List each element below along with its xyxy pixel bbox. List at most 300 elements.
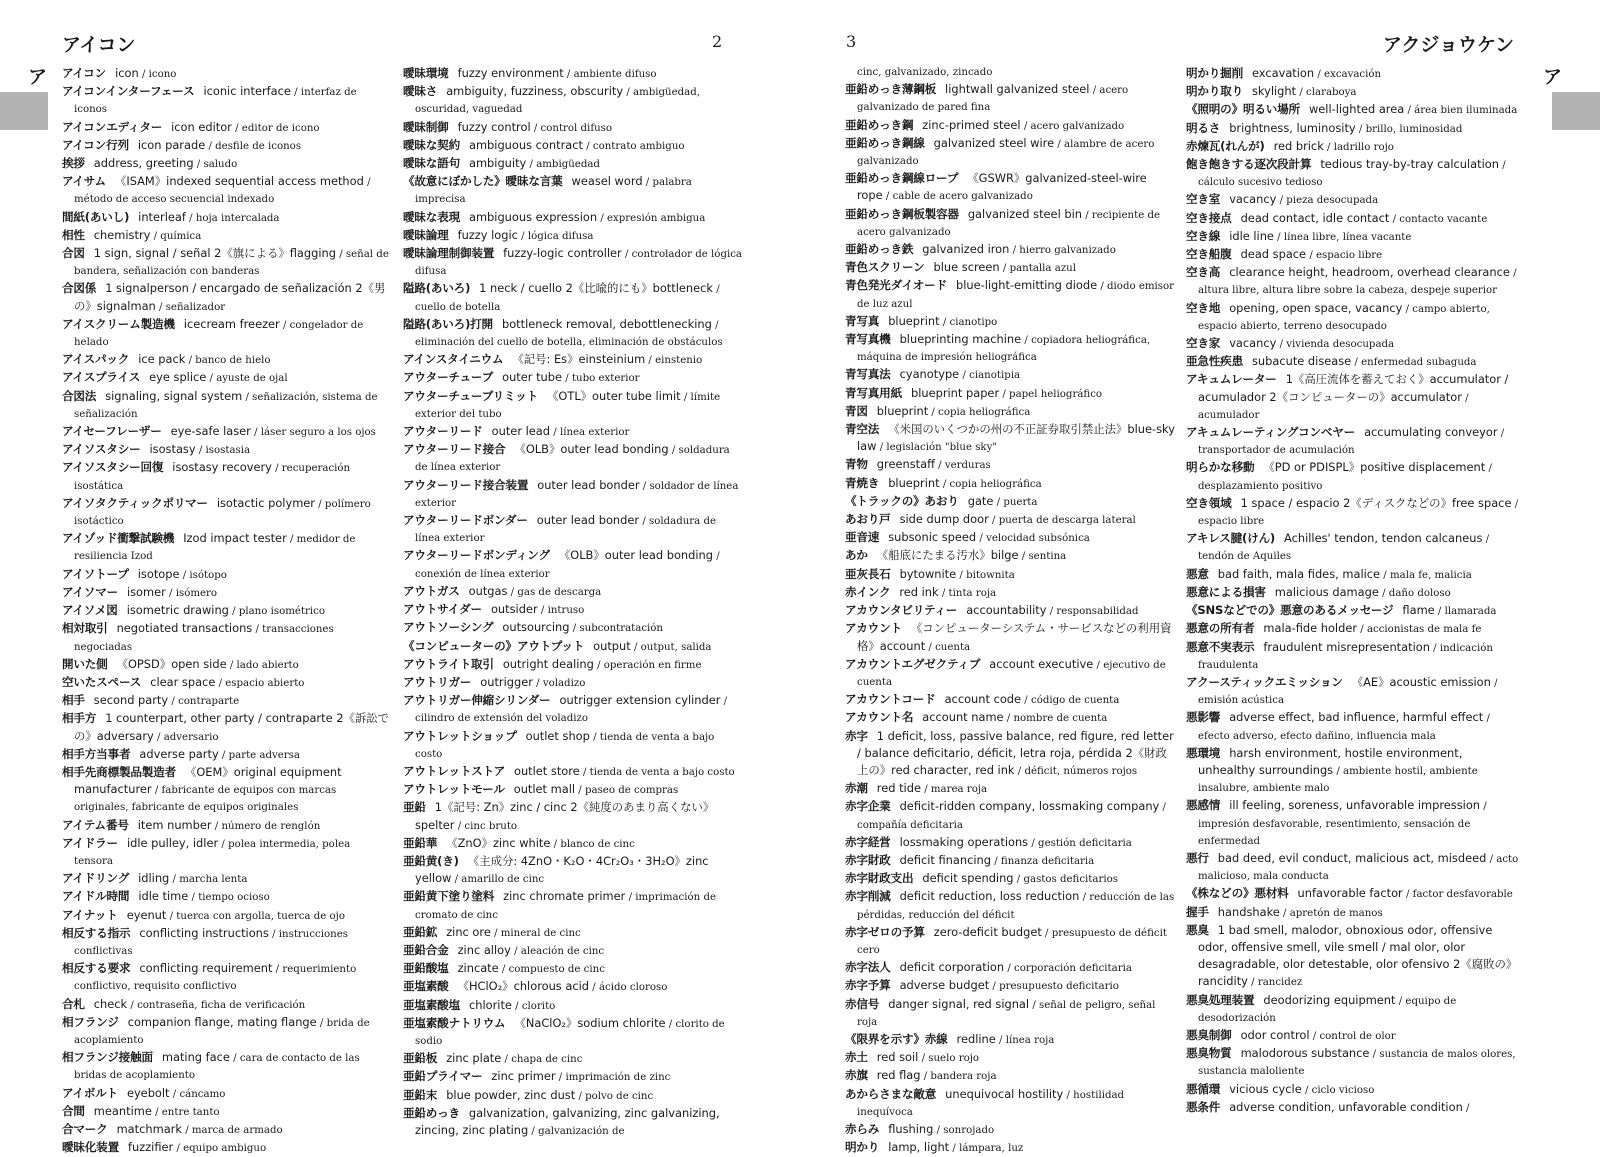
left-page bbox=[0, 0, 780, 1155]
entry-english: iconic interface bbox=[203, 84, 291, 99]
dictionary-entry bbox=[403, 245, 743, 280]
entry-headword: アイサム bbox=[62, 174, 106, 189]
entry-separator: / bbox=[589, 982, 599, 994]
dictionary-entry bbox=[845, 798, 1175, 833]
entry-english: adverse party bbox=[139, 746, 219, 761]
dictionary-entry bbox=[403, 477, 743, 512]
entry-spanish: contraparte bbox=[178, 696, 240, 708]
entry-headword: 明らかな移動 bbox=[1186, 460, 1255, 475]
entry-english: outlet store bbox=[513, 763, 580, 778]
entry-spanish: contacto vacante bbox=[1399, 213, 1488, 225]
dictionary-entry bbox=[845, 135, 1175, 170]
entry-headword: 《株などの》悪材料 bbox=[1186, 886, 1289, 901]
entry-spanish: brida de acoplamiento bbox=[74, 1017, 370, 1046]
entry-headword: 亜鉛黄(き) bbox=[403, 853, 459, 868]
entry-english: deficit financing bbox=[899, 852, 991, 867]
dictionary-entry bbox=[1186, 210, 1521, 228]
dictionary-entry bbox=[845, 584, 1175, 602]
entry-english: mala-fide holder bbox=[1263, 621, 1358, 636]
entry-spanish: verduras bbox=[944, 460, 991, 472]
entry-separator: / bbox=[1029, 999, 1040, 1011]
dictionary-entry bbox=[403, 369, 743, 387]
entry-english: conflicting instructions bbox=[139, 925, 269, 940]
dictionary-entry bbox=[845, 924, 1175, 959]
entry-english: 《OEM》original equipment manufacturer bbox=[74, 764, 342, 797]
entry-separator: / bbox=[990, 855, 1001, 867]
dictionary-entry bbox=[62, 351, 392, 369]
entry-spanish: soldadura de línea exterior bbox=[415, 445, 730, 474]
entry-separator: / bbox=[290, 87, 301, 99]
entry-spanish: tendón de Aquiles bbox=[1198, 551, 1292, 563]
entry-separator: / bbox=[639, 480, 650, 492]
entry-separator: / bbox=[1276, 339, 1287, 351]
dictionary-entry bbox=[62, 1049, 392, 1084]
entry-separator: / bbox=[1378, 587, 1389, 599]
dictionary-entry bbox=[1186, 797, 1521, 850]
entry-english: isotope bbox=[137, 566, 180, 581]
entry-english: flame bbox=[1402, 603, 1435, 618]
entry-english: 1 counterpart, other party / contraparte 2《訴訟での》adversary bbox=[74, 711, 390, 743]
entry-english: isostasy bbox=[149, 442, 196, 457]
entry-separator: / bbox=[1063, 1089, 1074, 1101]
entry-english: bad deed, evil conduct, malicious act, misdeed bbox=[1217, 850, 1487, 865]
dictionary-entry bbox=[403, 547, 743, 582]
entry-spanish: operación en firme bbox=[603, 659, 702, 671]
dictionary-entry bbox=[403, 728, 743, 763]
dictionary-entry bbox=[403, 137, 743, 155]
entry-headword: 挨拶 bbox=[62, 156, 85, 171]
entry-separator: / bbox=[250, 427, 261, 439]
entry-english: isostasy recovery bbox=[172, 460, 272, 475]
entry-separator: / bbox=[517, 230, 528, 242]
entry-english: account name bbox=[922, 710, 1004, 725]
entry-separator: / bbox=[1380, 569, 1390, 581]
entry-separator: / bbox=[1482, 534, 1490, 546]
entry-headword: 赤煉瓦(れんが) bbox=[1186, 138, 1265, 153]
entry-spanish: sonrojado bbox=[943, 1124, 995, 1136]
dictionary-entry bbox=[845, 780, 1175, 798]
entry-english: account code bbox=[944, 692, 1022, 707]
entry-separator: / bbox=[215, 677, 226, 689]
entry-spanish: ciclo vicioso bbox=[1311, 1084, 1375, 1096]
entry-headword: 赤字削減 bbox=[845, 889, 891, 904]
dictionary-entry bbox=[1186, 674, 1521, 709]
entry-headword: アキレス腱(けん) bbox=[1186, 531, 1276, 546]
entry-headword: 相フランジ bbox=[62, 1014, 119, 1029]
entry-headword: 亜鉛華 bbox=[403, 835, 438, 850]
entry-spanish: imprimación de cromato de cinc bbox=[415, 892, 716, 921]
entry-separator: / bbox=[993, 496, 1004, 508]
entry-english: blueprint paper bbox=[910, 385, 1000, 400]
entry-separator: / bbox=[1314, 69, 1325, 80]
entry-spanish: marca de armado bbox=[191, 1124, 283, 1136]
entry-separator: / bbox=[1434, 606, 1445, 618]
entry-english: zero-deficit budget bbox=[933, 924, 1042, 939]
entry-english: unfavorable factor bbox=[1297, 886, 1403, 901]
entry-separator: / bbox=[989, 981, 1000, 993]
entry-spanish: transportador de acumulación bbox=[1198, 445, 1355, 457]
entry-separator: / bbox=[1018, 551, 1029, 563]
dictionary-entry bbox=[845, 511, 1175, 529]
entry-headword: 曖昧論理 bbox=[403, 227, 449, 242]
entry-headword: 青色スクリーン bbox=[845, 260, 925, 275]
entry-english: icon parade bbox=[137, 137, 206, 152]
entry-spanish: gas de descarga bbox=[517, 586, 602, 598]
dictionary-entry bbox=[1186, 264, 1521, 299]
entry-spanish: cinc bruto bbox=[464, 820, 518, 832]
entry-spanish: vivienda desocupada bbox=[1286, 339, 1395, 351]
dictionary-entry bbox=[403, 997, 743, 1015]
entry-spanish: altura libre, altura libre sobre la cabeza, despeje superior bbox=[1198, 285, 1497, 297]
entry-english: 1 deficit, loss, passive balance, red figure, red letter / balance deficitario, déficit, letra roja, pérdida 2《財政上の》red character, red ink bbox=[857, 728, 1174, 777]
entry-spanish: aleación de cinc bbox=[520, 945, 605, 957]
dictionary-entry bbox=[1186, 639, 1521, 674]
entry-spanish: ácido cloroso bbox=[598, 982, 668, 994]
dictionary-entry bbox=[845, 852, 1175, 870]
entry-spanish: congelador de helado bbox=[74, 319, 364, 349]
entry-english: zinc chromate primer bbox=[503, 889, 626, 904]
entry-separator: / bbox=[1009, 245, 1020, 257]
entry-headword: アウトサイダー bbox=[403, 602, 482, 617]
entry-english: galvanized iron bbox=[922, 242, 1010, 257]
entry-headword: 空き高 bbox=[1186, 265, 1221, 280]
dictionary-entry bbox=[845, 1121, 1175, 1139]
entry-spanish: isostasia bbox=[205, 445, 251, 457]
entry-english: idle line bbox=[1229, 228, 1274, 243]
dictionary-entry bbox=[845, 547, 1175, 565]
dictionary-entry bbox=[62, 746, 392, 764]
entry-spanish: cuenta bbox=[935, 641, 971, 653]
entry-headword: 握手 bbox=[1186, 904, 1209, 919]
entry-spanish: lógica difusa bbox=[527, 230, 594, 242]
entry-english: ambiguity bbox=[468, 156, 527, 171]
entry-separator: / bbox=[938, 587, 949, 599]
dictionary-entry bbox=[403, 209, 743, 227]
dictionary-entry bbox=[403, 656, 743, 674]
entry-english: fuzzy logic bbox=[457, 227, 518, 242]
dictionary-entry bbox=[403, 835, 743, 853]
entry-english: signaling, signal system bbox=[105, 388, 243, 403]
entry-headword: アウトレットショップ bbox=[403, 728, 517, 743]
dictionary-entry bbox=[62, 674, 392, 692]
entry-separator: / bbox=[1402, 303, 1413, 315]
entry-english: red flag bbox=[876, 1068, 921, 1083]
dictionary-entry bbox=[62, 1121, 392, 1139]
entry-english: ambiguous contract bbox=[468, 137, 583, 152]
entry-headword: 明るさ bbox=[1186, 120, 1221, 135]
entry-english: greenstaff bbox=[876, 457, 935, 472]
entry-separator: / bbox=[1013, 874, 1024, 886]
entry-headword: 間紙(あいし) bbox=[62, 209, 130, 224]
dictionary-entry bbox=[403, 601, 743, 619]
entry-spanish: pantalla azul bbox=[1009, 263, 1076, 275]
entry-headword: 悪影響 bbox=[1186, 710, 1221, 725]
entry-english: 1 bad smell, malodor, obnoxious odor, offensive odor, offensive smell, vile smell / mal olor, olor desagradable, olor detestable, olor ofensivo 2《腐敗の》rancidity bbox=[1198, 922, 1518, 989]
dictionary-entry bbox=[62, 620, 392, 655]
entry-separator: / bbox=[228, 606, 239, 618]
entry-headword: アイナット bbox=[62, 907, 118, 922]
entry-separator: / bbox=[1404, 105, 1415, 117]
dictionary-entry bbox=[403, 942, 743, 960]
dictionary-entry bbox=[62, 459, 392, 494]
entry-spanish: recipiente de acero galvanizado bbox=[857, 209, 1161, 238]
entry-english: danger signal, red signal bbox=[888, 996, 1030, 1011]
entry-spanish: eliminación del cuello de botella, eliminación de obstáculos bbox=[415, 337, 723, 349]
entry-separator: / bbox=[563, 69, 574, 80]
entry-separator: / bbox=[562, 373, 572, 385]
entry-separator: / bbox=[713, 284, 720, 296]
entry-headword: 赤潮 bbox=[845, 781, 868, 796]
entry-spanish: efecto adverso, efecto dañino, influencia mala bbox=[1198, 730, 1436, 742]
entry-headword: アカウント bbox=[845, 621, 902, 636]
entry-separator: / bbox=[621, 249, 632, 261]
entry-separator: / bbox=[226, 659, 237, 671]
entry-spanish: medidor de resiliencia Izod bbox=[74, 534, 356, 563]
column-entries bbox=[845, 81, 1175, 1157]
dictionary-entry bbox=[845, 117, 1175, 135]
dictionary-entry bbox=[403, 423, 743, 441]
entry-english: zincate bbox=[457, 961, 499, 976]
entry-spanish: código de cuenta bbox=[1030, 695, 1120, 707]
entry-separator: / bbox=[501, 1054, 512, 1066]
entry-english: fuzzifier bbox=[127, 1140, 174, 1155]
dictionary-entry bbox=[403, 441, 743, 476]
entry-english: 《コンピューターシステム・サービスなどの利用資格》account bbox=[857, 621, 1172, 653]
entry-headword: 青写真法 bbox=[845, 367, 891, 382]
dictionary-entry bbox=[403, 1105, 743, 1140]
entry-spanish: bandera roja bbox=[930, 1071, 997, 1083]
entry-spanish: responsabilidad bbox=[1056, 606, 1139, 618]
entry-separator: / bbox=[1089, 85, 1100, 97]
entry-headword: 亜塩素酸塩 bbox=[403, 997, 460, 1012]
entry-separator: / bbox=[999, 388, 1010, 400]
dictionary-entry bbox=[403, 227, 743, 245]
entry-headword: 亜鉛 bbox=[403, 800, 426, 815]
entry-headword: 亜塩素酸ナトリウム bbox=[403, 1015, 506, 1030]
entry-spanish: equipo ambiguo bbox=[183, 1143, 267, 1155]
entry-headword: 赤土 bbox=[845, 1050, 868, 1065]
dictionary-entry bbox=[62, 245, 392, 280]
entry-english: side dump door bbox=[899, 512, 989, 527]
entry-separator: / bbox=[1309, 1030, 1320, 1042]
entry-spanish: controlador de lógica difusa bbox=[415, 249, 743, 278]
entry-separator: / bbox=[1389, 213, 1400, 225]
entry-spanish: subcontratación bbox=[579, 623, 663, 635]
entry-separator: / bbox=[165, 587, 176, 599]
entry-spanish: presupuesto de déficit cero bbox=[857, 927, 1167, 956]
entry-spanish: gastos deficitarios bbox=[1023, 874, 1118, 886]
entry-separator: / bbox=[920, 1071, 931, 1083]
entry-headword: アウトガス bbox=[403, 583, 460, 598]
entry-separator: / bbox=[1004, 963, 1015, 975]
entry-spanish: daño doloso bbox=[1388, 587, 1451, 599]
entry-spanish: factor desfavorable bbox=[1412, 889, 1513, 901]
dictionary-entry bbox=[1186, 602, 1521, 620]
entry-spanish: reducción de las pérdidas, reducción del déficit bbox=[857, 892, 1175, 921]
entry-spanish: cable de acero galvanizado bbox=[892, 191, 1033, 203]
entry-headword: アイボルト bbox=[62, 1085, 118, 1100]
entry-english: 1 neck / cuello 2《比喩的にも》bottleneck bbox=[479, 281, 713, 296]
entry-separator: / bbox=[185, 355, 196, 367]
entry-spanish: soldadura de línea exterior bbox=[415, 516, 717, 545]
entry-spanish: brillo, luminosidad bbox=[1365, 123, 1463, 135]
entry-spanish: entre tanto bbox=[161, 1106, 220, 1118]
entry-headword: 《照明の》明るい場所 bbox=[1186, 102, 1300, 117]
entry-separator: / bbox=[279, 319, 290, 331]
entry-headword: アキュムレーティングコンベヤー bbox=[1186, 425, 1356, 440]
dictionary-entry bbox=[1186, 1099, 1521, 1117]
entry-headword: アイソメ図 bbox=[62, 603, 118, 618]
entry-headword: 空き船腹 bbox=[1186, 247, 1232, 262]
entry-english: red ink bbox=[899, 584, 939, 599]
dictionary-entry bbox=[403, 799, 743, 834]
entry-headword: 亜鉛合金 bbox=[403, 942, 449, 957]
entry-spanish: cianotipo bbox=[949, 316, 998, 328]
dictionary-entry bbox=[62, 764, 392, 817]
dictionary-entry bbox=[1186, 101, 1521, 119]
entry-spanish: legislación "blue sky" bbox=[886, 442, 998, 454]
entry-spanish: láser seguro a los ojos bbox=[260, 427, 376, 439]
entry-headword: アウターチューブリミット bbox=[403, 388, 538, 403]
page-number-right: 3 bbox=[846, 32, 857, 51]
entry-headword: あおり戸 bbox=[845, 512, 891, 527]
entry-separator: / bbox=[363, 177, 371, 189]
entry-english: galvanization, galvanizing, zinc galvanizing, zincing, zinc plating bbox=[415, 1105, 720, 1137]
entry-headword: 《SNSなどでの》悪意のあるメッセージ bbox=[1186, 603, 1394, 618]
entry-separator: / bbox=[1046, 606, 1057, 618]
dictionary-entry bbox=[403, 692, 743, 727]
entry-separator: / bbox=[252, 624, 263, 636]
dictionary-entry bbox=[62, 960, 392, 995]
entry-english: adverse condition, unfavorable condition bbox=[1229, 1099, 1463, 1114]
entry-headword: 空き接点 bbox=[1186, 210, 1232, 225]
entry-spanish: puerta de descarga lateral bbox=[998, 515, 1136, 527]
entry-separator: / bbox=[1333, 765, 1344, 777]
dictionary-entry bbox=[845, 728, 1175, 781]
entry-headword: 相反する要求 bbox=[62, 961, 131, 976]
entry-english: blueprint bbox=[876, 403, 929, 418]
entry-separator: / bbox=[205, 140, 216, 152]
entry-headword: アイコン bbox=[62, 66, 107, 80]
dictionary-entry bbox=[62, 173, 392, 208]
entry-spanish: indicación fraudulenta bbox=[1198, 642, 1493, 671]
entry-separator: / bbox=[1355, 123, 1366, 135]
entry-separator: / bbox=[976, 533, 987, 545]
dictionary-entry bbox=[1186, 300, 1521, 335]
dictionary-entry bbox=[1186, 65, 1521, 83]
entry-english: fuzzy-logic controller bbox=[503, 246, 622, 261]
dictionary-entry bbox=[1186, 459, 1521, 494]
entry-english: subacute disease bbox=[1251, 354, 1352, 369]
dictionary-entry bbox=[62, 710, 392, 745]
dictionary-entry bbox=[403, 619, 743, 637]
entry-english: 《OLB》outer lead bonding bbox=[514, 442, 669, 457]
entry-headword: 曖昧な契約 bbox=[403, 137, 460, 152]
entry-separator: / bbox=[569, 623, 580, 635]
entry-headword: 亜鉛めっき bbox=[403, 1105, 460, 1120]
entry-spanish: marea roja bbox=[930, 784, 988, 796]
entry-headword: 悪意による損害 bbox=[1186, 584, 1266, 599]
entry-english: outlet mall bbox=[513, 782, 576, 797]
entry-spanish: gestión deficitaria bbox=[1038, 837, 1132, 849]
entry-spanish: papel heliográfico bbox=[1009, 388, 1103, 400]
entry-spanish: diodo emisor de luz azul bbox=[857, 281, 1175, 310]
entry-english: adverse budget bbox=[899, 978, 990, 993]
entry-english: bottleneck removal, debottlenecking bbox=[501, 316, 712, 331]
entry-english: galvanized steel wire bbox=[933, 135, 1055, 150]
entry-english: cyanotype bbox=[899, 367, 960, 382]
entry-english: icon editor bbox=[171, 119, 232, 134]
entry-spanish: acumulador bbox=[1198, 409, 1260, 421]
entry-english: bytownite bbox=[899, 566, 957, 581]
entry-separator: / bbox=[711, 319, 719, 331]
entry-english: Izod impact tester bbox=[183, 531, 287, 546]
entry-english: deficit-ridden company, lossmaking company bbox=[899, 799, 1160, 814]
entry-headword: 曖昧制御 bbox=[403, 119, 449, 134]
dictionary-entry bbox=[1186, 371, 1521, 424]
entry-spanish: intruso bbox=[547, 605, 585, 617]
entry-spanish: apretón de manos bbox=[1289, 907, 1383, 919]
entry-spanish: voladizo bbox=[542, 677, 586, 689]
entry-headword: 明かり掘削 bbox=[1186, 66, 1243, 80]
entry-separator: / bbox=[1395, 995, 1406, 1007]
entry-headword: アウトソーシング bbox=[403, 620, 494, 635]
entry-separator: / bbox=[1485, 463, 1492, 475]
entry-spanish: banco de hielo bbox=[195, 355, 271, 367]
dictionary-entry bbox=[845, 366, 1175, 384]
dictionary-entry bbox=[62, 835, 392, 870]
entry-separator: / bbox=[1079, 892, 1090, 904]
dictionary-entry bbox=[1186, 850, 1521, 885]
entry-separator: / bbox=[1486, 853, 1497, 865]
entry-separator: / bbox=[1369, 1049, 1380, 1061]
entry-headword: 《限界を示す》赤線 bbox=[845, 1031, 948, 1046]
entry-separator: / bbox=[665, 1018, 676, 1030]
entry-english: zinc plate bbox=[446, 1051, 502, 1066]
page-number-left: 2 bbox=[712, 32, 723, 51]
entry-spanish: chapa de cinc bbox=[511, 1054, 583, 1066]
entry-english: ice pack bbox=[138, 352, 186, 367]
dictionary-entry bbox=[1186, 530, 1521, 565]
entry-english: vicious cycle bbox=[1229, 1081, 1302, 1096]
entry-english: malodorous substance bbox=[1240, 1046, 1370, 1061]
entry-separator: / bbox=[630, 641, 641, 653]
dictionary-entry bbox=[62, 1085, 392, 1103]
entry-spanish: contraseña, ficha de verificación bbox=[137, 999, 306, 1011]
entry-spanish: clorito bbox=[521, 1000, 556, 1012]
dictionary-entry bbox=[403, 1087, 743, 1105]
entry-english: isomer bbox=[126, 584, 166, 599]
entry-english: 《米国のいくつかの州の不正証券取引禁止法》blue-sky law bbox=[857, 422, 1175, 454]
entry-english: deficit spending bbox=[922, 871, 1014, 886]
entry-english: blueprinting machine bbox=[899, 332, 1022, 347]
entry-english: opening, open space, vacancy bbox=[1229, 300, 1403, 315]
entry-english: outgas bbox=[468, 583, 508, 598]
entry-separator: / bbox=[218, 749, 229, 761]
entry-spanish: cuello de botella bbox=[415, 301, 501, 313]
dictionary-entry bbox=[845, 313, 1175, 331]
entry-headword: あか bbox=[845, 548, 868, 563]
entry-headword: アウトレットストア bbox=[403, 763, 505, 778]
entry-spanish: línea exterior bbox=[559, 427, 630, 439]
entry-headword: アウターチューブ bbox=[403, 370, 494, 385]
entry-headword: 空き線 bbox=[1186, 228, 1221, 243]
dictionary-column bbox=[62, 65, 392, 1157]
entry-spanish: plano isométrico bbox=[238, 606, 325, 618]
entry-separator: / bbox=[138, 69, 149, 80]
entry-headword: 亜鉛めっき鋼 bbox=[845, 117, 914, 132]
dictionary-entry bbox=[403, 388, 743, 423]
